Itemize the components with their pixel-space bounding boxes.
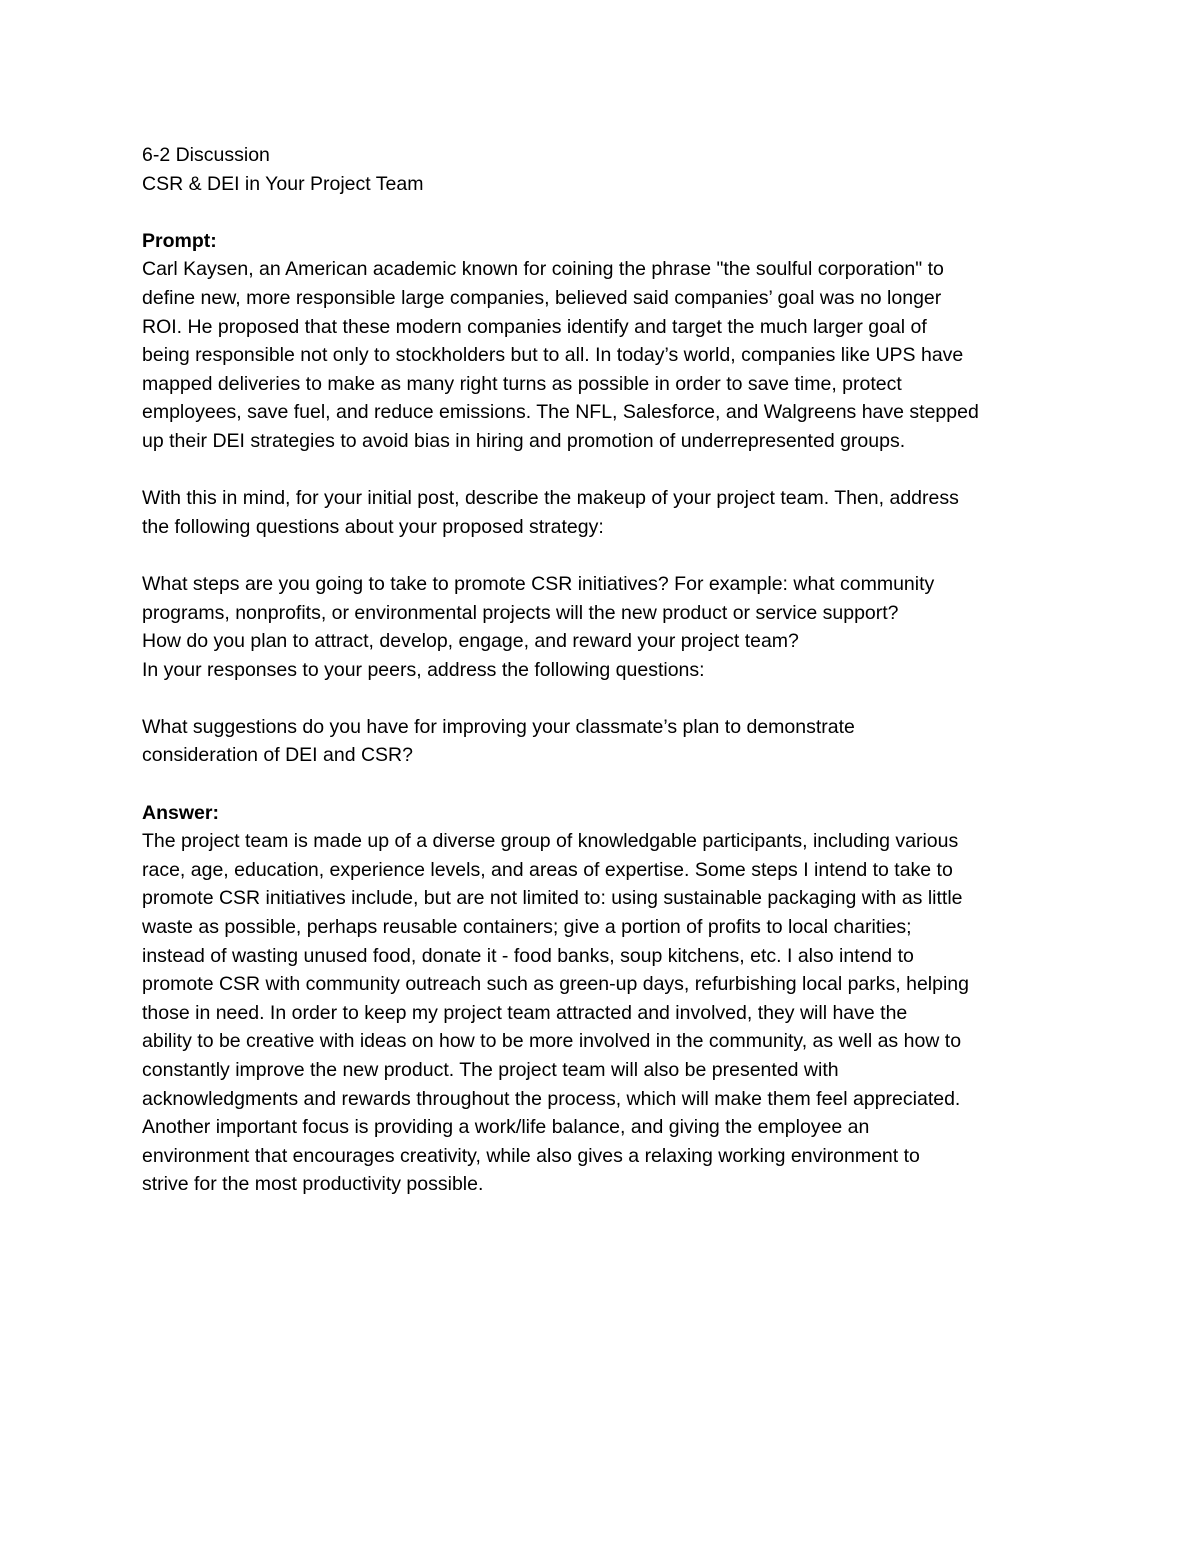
text-line: race, age, education, experience levels, and areas of expertise. Some steps I intend to take to bbox=[142, 858, 953, 881]
text-line: ROI. He proposed that these modern companies identify and target the much larger goal of bbox=[142, 315, 927, 338]
document-page bbox=[142, 141, 1072, 1199]
spacer bbox=[142, 541, 1072, 570]
text-line: How do you plan to attract, develop, engage, and reward your project team? bbox=[142, 630, 799, 653]
text-line: strive for the most productivity possible. bbox=[142, 1173, 484, 1196]
text-line: instead of wasting unused food, donate it - food banks, soup kitchens, etc. I also intend to bbox=[142, 944, 914, 967]
text-line: In your responses to your peers, address the following questions: bbox=[142, 658, 705, 681]
text-line: acknowledgments and rewards throughout the process, which will make them feel appreciated. bbox=[142, 1087, 961, 1110]
spacer bbox=[142, 684, 1072, 713]
text-line: What suggestions do you have for improving your classmate’s plan to demonstrate bbox=[142, 715, 855, 738]
spacer bbox=[142, 770, 1072, 799]
text-line: Another important focus is providing a work/life balance, and giving the employee an bbox=[142, 1116, 870, 1139]
text-line: waste as possible, perhaps reusable containers; give a portion of profits to local charities; bbox=[142, 916, 912, 939]
text-line: up their DEI strategies to avoid bias in hiring and promotion of underrepresented groups. bbox=[142, 429, 906, 452]
text-line: promote CSR with community outreach such as green-up days, refurbishing local parks, helping bbox=[142, 973, 969, 996]
text-line: being responsible not only to stockholders but to all. In today’s world, companies like UPS have bbox=[142, 344, 964, 367]
prompt-paragraph-3 bbox=[142, 570, 1072, 684]
text-line: consideration of DEI and CSR? bbox=[142, 744, 413, 767]
prompt-label: Prompt: bbox=[142, 229, 217, 252]
text-line: What steps are you going to take to promote CSR initiatives? For example: what community bbox=[142, 572, 935, 595]
prompt-paragraph-4 bbox=[142, 713, 1072, 770]
text-line: With this in mind, for your initial post, describe the makeup of your project team. Then, address bbox=[142, 487, 959, 510]
spacer bbox=[142, 198, 1072, 227]
text-line: Carl Kaysen, an American academic known for coining the phrase "the soulful corporation" to bbox=[142, 258, 944, 281]
text-line: constantly improve the new product. The project team will also be presented with bbox=[142, 1059, 839, 1081]
text-line: promote CSR initiatives include, but are not limited to: using sustainable packaging with as little bbox=[142, 887, 963, 910]
spacer bbox=[142, 456, 1072, 485]
document-number: 6-2 Discussion bbox=[142, 144, 270, 166]
prompt-paragraph-1 bbox=[142, 255, 1072, 455]
prompt-paragraph-2 bbox=[142, 484, 1072, 541]
document-title: CSR & DEI in Your Project Team bbox=[142, 172, 424, 195]
text-line: employees, save fuel, and reduce emissions. The NFL, Salesforce, and Walgreens have stepped bbox=[142, 401, 979, 424]
text-line: define new, more responsible large companies, believed said companies’ goal was no longer bbox=[142, 286, 942, 309]
answer-label: Answer: bbox=[142, 801, 219, 824]
text-line: mapped deliveries to make as many right turns as possible in order to save time, protect bbox=[142, 372, 902, 395]
text-line: programs, nonprofits, or environmental projects will the new product or service support? bbox=[142, 601, 899, 624]
text-line: ability to be creative with ideas on how to be more involved in the community, as well as how to bbox=[142, 1030, 962, 1053]
text-line: environment that encourages creativity, while also gives a relaxing working environment to bbox=[142, 1144, 920, 1167]
answer-paragraph bbox=[142, 827, 1072, 1199]
text-line: the following questions about your proposed strategy: bbox=[142, 515, 604, 538]
text-line: The project team is made up of a diverse group of knowledgable participants, including various bbox=[142, 830, 959, 853]
text-line: those in need. In order to keep my project team attracted and involved, they will have the bbox=[142, 1001, 908, 1024]
